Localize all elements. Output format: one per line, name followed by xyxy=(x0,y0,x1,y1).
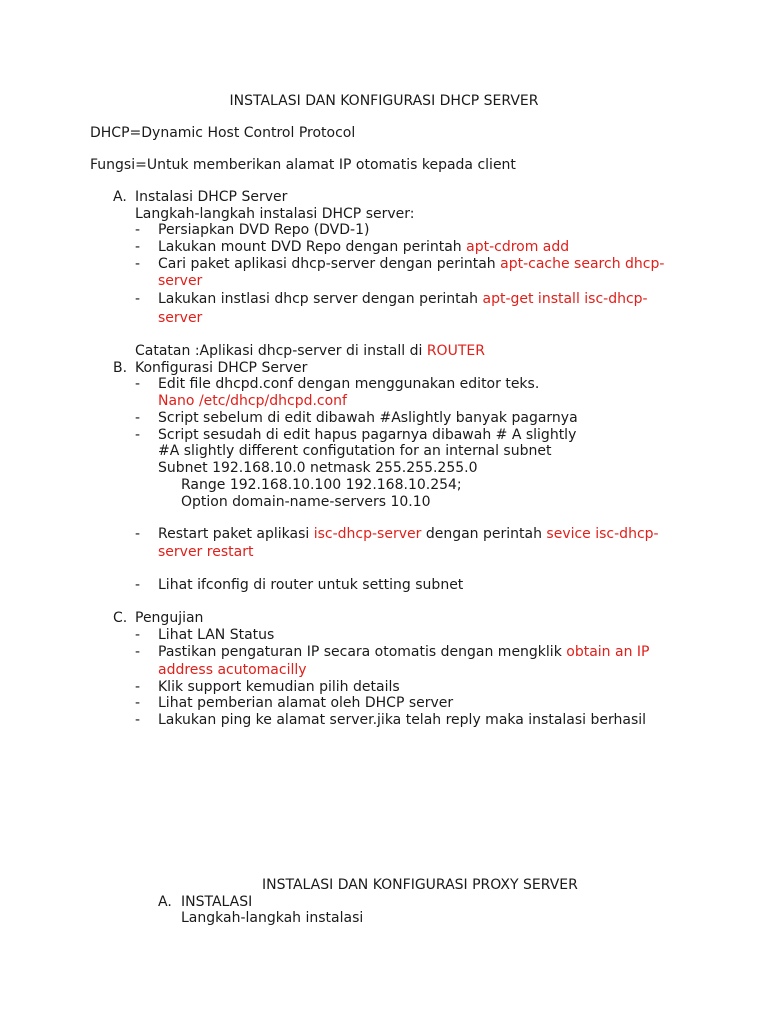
step-install-dhcp xyxy=(158,291,648,308)
config-line: Option domain-name-servers 10.10 xyxy=(181,494,431,510)
step-text: Cari paket aplikasi dhcp-server dengan perintah xyxy=(158,256,501,272)
step-restart-service xyxy=(158,526,659,543)
step-text: Restart paket aplikasi xyxy=(158,526,314,542)
section-c-marker: C. xyxy=(113,610,128,626)
section-a-intro: Langkah-langkah instalasi DHCP server: xyxy=(135,206,415,222)
section-c-heading: Pengujian xyxy=(135,610,204,626)
section-a-heading: Instalasi DHCP Server xyxy=(135,189,288,205)
command-text: apt-cache search dhcp- xyxy=(500,256,665,272)
step-ping-server: Lakukan ping ke alamat server.jika telah reply maka instalasi berhasil xyxy=(158,712,647,728)
step-auto-ip xyxy=(158,644,649,661)
step-prepare-dvd: Persiapkan DVD Repo (DVD-1) xyxy=(158,222,370,238)
dhcp-title: INSTALASI DAN KONFIGURASI DHCP SERVER xyxy=(229,93,539,109)
list-dash: - xyxy=(135,291,141,307)
step-text: Lakukan mount DVD Repo dengan perintah xyxy=(158,239,467,255)
command-text-continued: server xyxy=(158,310,203,326)
step-text: Pastikan pengaturan IP secara otomatis dengan mengklik xyxy=(158,644,567,660)
list-dash: - xyxy=(135,644,141,660)
config-line: Subnet 192.168.10.0 netmask 255.255.255.0 xyxy=(158,460,478,476)
config-line: Range 192.168.10.100 192.168.10.254; xyxy=(181,477,462,493)
step-support-details: Klik support kemudian pilih details xyxy=(158,679,400,695)
option-text-continued: address acutomacilly xyxy=(158,662,307,678)
command-text: Nano /etc/dhcp/dhcpd.conf xyxy=(158,393,347,409)
proxy-title: INSTALASI DAN KONFIGURASI PROXY SERVER xyxy=(262,877,578,893)
list-dash: - xyxy=(135,427,141,443)
list-dash: - xyxy=(135,376,141,392)
section-b-heading: Konfigurasi DHCP Server xyxy=(135,360,308,376)
step-script-before: Script sebelum di edit dibawah #Aslightly banyak pagarnya xyxy=(158,410,578,426)
install-note xyxy=(135,343,485,360)
option-text: obtain an IP xyxy=(566,644,650,660)
list-dash: - xyxy=(135,222,141,238)
note-target: ROUTER xyxy=(426,343,485,359)
step-script-after: Script sesudah di edit hapus pagarnya dibawah # A slightly xyxy=(158,427,577,443)
list-dash: - xyxy=(135,256,141,272)
list-dash: - xyxy=(135,239,141,255)
list-dash: - xyxy=(135,577,141,593)
step-check-ifconfig: Lihat ifconfig di router untuk setting subnet xyxy=(158,577,464,593)
dhcp-definition: DHCP=Dynamic Host Control Protocol xyxy=(90,125,356,141)
proxy-section-a-intro: Langkah-langkah instalasi xyxy=(181,910,364,926)
config-line: #A slightly different configutation for an internal subnet xyxy=(158,443,552,459)
proxy-section-a-marker: A. xyxy=(158,894,172,910)
step-view-address: Lihat pemberian alamat oleh DHCP server xyxy=(158,695,454,711)
dhcp-function: Fungsi=Untuk memberikan alamat IP otomatis kepada client xyxy=(90,157,516,173)
command-text: apt-get install isc-dhcp- xyxy=(482,291,648,307)
step-lan-status: Lihat LAN Status xyxy=(158,627,275,643)
list-dash: - xyxy=(135,712,141,728)
step-mount-dvd xyxy=(158,239,569,256)
list-dash: - xyxy=(135,526,141,542)
list-dash: - xyxy=(135,679,141,695)
note-text: Catatan :Aplikasi dhcp-server di install di xyxy=(135,343,427,359)
command-text-continued: server restart xyxy=(158,544,254,560)
step-text: dengan perintah xyxy=(421,526,547,542)
command-text: sevice isc-dhcp- xyxy=(546,526,659,542)
section-b-marker: B. xyxy=(113,360,128,376)
proxy-section-a-heading: INSTALASI xyxy=(181,894,253,910)
list-dash: - xyxy=(135,695,141,711)
command-text-continued: server xyxy=(158,273,203,289)
step-text: Lakukan instlasi dhcp server dengan perintah xyxy=(158,291,483,307)
step-edit-file: Edit file dhcpd.conf dengan menggunakan editor teks. xyxy=(158,376,540,392)
section-a-marker: A. xyxy=(113,189,127,205)
command-text: apt-cdrom add xyxy=(466,239,570,255)
list-dash: - xyxy=(135,627,141,643)
step-search-package xyxy=(158,256,664,273)
package-name: isc-dhcp-server xyxy=(313,526,422,542)
list-dash: - xyxy=(135,410,141,426)
